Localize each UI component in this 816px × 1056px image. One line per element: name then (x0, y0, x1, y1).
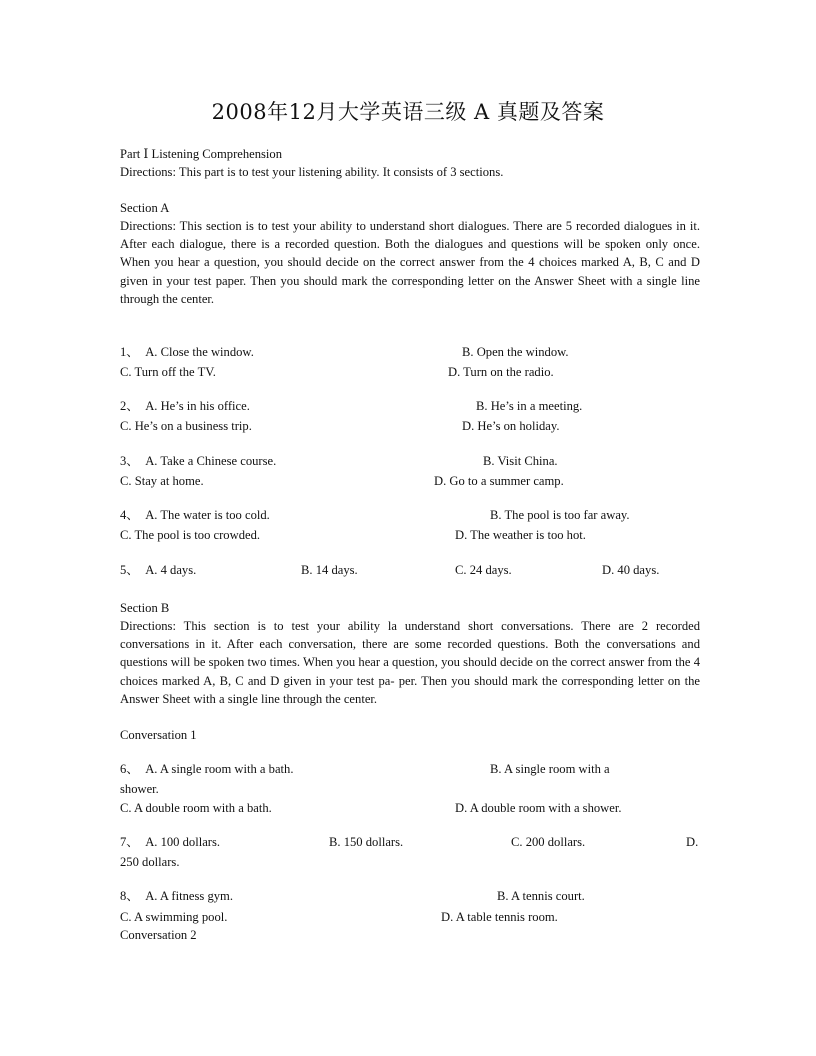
q2-option-b: B. He’s in a meeting. (476, 399, 583, 413)
section-b-heading: Section B (120, 601, 170, 615)
q7-option-d: D. (686, 835, 699, 849)
q8-option-a: 8、 A. A fitness gym. (120, 889, 233, 903)
q1-option-b: B. Open the window. (462, 345, 569, 359)
part-heading: Part Ⅰ Listening Comprehension (120, 147, 283, 161)
section-a-directions: Directions: This section is to test your ability to understand short dialogues. There are 5 recorded dialogues in it. After each dialogue, there is a recorded question. Both the dialogues and questions will be spoken only once. When you hear a question, you should decide on the correct answer from the 4 choices marked A, B, C and D given in your test paper. Then you should mark the corresponding letter on the Answer Sheet with a single line through the center. (120, 219, 700, 306)
q6-option-d: D. A double room with a shower. (455, 801, 622, 815)
q7-option-d-continued: 250 dollars. (120, 855, 180, 869)
document-title: 2008年12月大学英语三级 A 真题及答案 (211, 100, 605, 124)
q5-option-d: D. 40 days. (602, 563, 660, 577)
q4-option-d: D. The weather is too hot. (455, 528, 586, 542)
q5-option-b: B. 14 days. (301, 563, 358, 577)
q5-option-a: 5、 A. 4 days. (120, 563, 197, 577)
q8-option-d: D. A table tennis room. (441, 910, 558, 924)
q8-option-c: C. A swimming pool. (120, 910, 228, 924)
q2-option-a: 2、 A. He’s in his office. (120, 399, 250, 413)
q3-option-b: B. Visit China. (483, 454, 558, 468)
q6-option-b-continued: shower. (120, 782, 159, 796)
q7-option-c: C. 200 dollars. (511, 835, 586, 849)
q6-option-b: B. A single room with a (490, 762, 610, 776)
q2-option-c: C. He’s on a business trip. (120, 419, 252, 433)
conversation-1-heading: Conversation 1 (120, 728, 197, 742)
q8-option-b: B. A tennis court. (497, 889, 585, 903)
q7-option-a: 7、 A. 100 dollars. (120, 835, 221, 849)
q4-option-c: C. The pool is too crowded. (120, 528, 261, 542)
part-directions: Directions: This part is to test your listening ability. It consists of 3 sections. (120, 165, 504, 179)
conversation-2-heading: Conversation 2 (120, 928, 197, 942)
q3-option-c: C. Stay at home. (120, 474, 204, 488)
q6-option-c: C. A double room with a bath. (120, 801, 272, 815)
q4-option-b: B. The pool is too far away. (490, 508, 630, 522)
section-b-directions: Directions: This section is to test your ability la understand short conversations. There are 2 recorded conversations in it. After each conversation, there are some recorded questions. Both the conversations and questions will be spoken two times. When you hear a question, you should decide on the correct answer from the 4 choices marked A, B, C and D given in your test pa- per. Then you should mark the corresponding letter on the Answer Sheet with a single line through the center. (120, 619, 700, 706)
q6-option-a: 6、 A. A single room with a bath. (120, 762, 294, 776)
q1-option-d: D. Turn on the radio. (448, 365, 554, 379)
q1-option-a: 1、 A. Close the window. (120, 345, 254, 359)
q4-option-a: 4、 A. The water is too cold. (120, 508, 270, 522)
q2-option-d: D. He’s on holiday. (462, 419, 560, 433)
q1-option-c: C. Turn off the TV. (120, 365, 216, 379)
q3-option-d: D. Go to a summer camp. (434, 474, 564, 488)
section-a-heading: Section A (120, 201, 170, 215)
q3-option-a: 3、 A. Take a Chinese course. (120, 454, 277, 468)
q7-option-b: B. 150 dollars. (329, 835, 404, 849)
q5-option-c: C. 24 days. (455, 563, 512, 577)
